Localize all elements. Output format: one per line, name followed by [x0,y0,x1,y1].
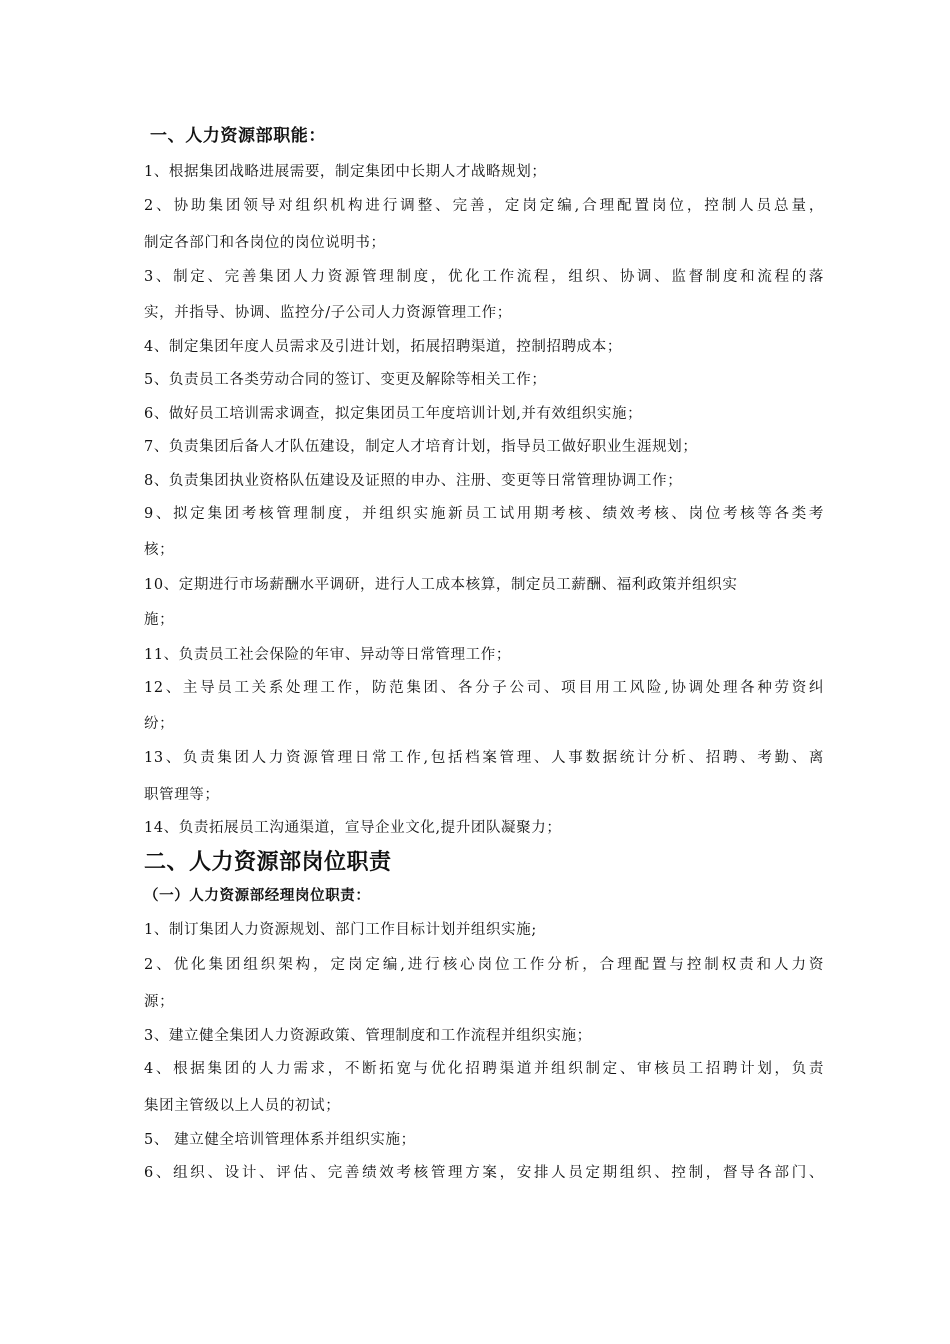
paragraph-line: 11、负责员工社会保险的年审、异动等日常管理工作； [144,647,511,663]
paragraph-line: 源； [144,994,175,1010]
section1-heading: 一、人力资源部职能： [150,126,326,146]
paragraph-line: 3、建立健全集团人力资源政策、管理制度和工作流程并组织实施； [144,1028,592,1044]
paragraph-line: 9、拟定集团考核管理制度，并组织实施新员工试用期考核、绩效考核、岗位考核等各类考 [144,506,824,522]
paragraph-line: 4、根据集团的人力需求，不断拓宽与优化招聘渠道并组织制定、审核员工招聘计划，负责 [144,1061,824,1077]
paragraph-line: 12、主导员工关系处理工作，防范集团、各分子公司、项目用工风险,协调处理各种劳资纠 [144,680,824,696]
paragraph-line: 2、优化集团组织架构，定岗定编,进行核心岗位工作分析，合理配置与控制权责和人力资 [144,957,824,973]
paragraph-line: 14、负责拓展员工沟通渠道，宣导企业文化,提升团队凝聚力； [144,820,562,836]
paragraph-line: 1、根据集团战略进展需要，制定集团中长期人才战略规划； [144,164,547,180]
paragraph-line: 7、负责集团后备人才队伍建设，制定人才培育计划，指导员工做好职业生涯规划； [144,439,698,455]
paragraph-line: 1、制订集团人力资源规划、部门工作目标计划并组织实施; [144,922,537,938]
paragraph-line: 集团主管级以上人员的初试； [144,1098,341,1114]
paragraph-line: 施； [144,612,175,628]
paragraph-line: 4、制定集团年度人员需求及引进计划，拓展招聘渠道，控制招聘成本； [144,339,622,355]
section2-heading: 二、人力资源部岗位职责 [144,849,392,875]
paragraph-line: 职管理等； [144,787,220,803]
paragraph-line: 8、负责集团执业资格队伍建设及证照的申办、注册、变更等日常管理协调工作； [144,473,683,489]
paragraph-line: 3、制定、完善集团人力资源管理制度，优化工作流程，组织、协调、监督制度和流程的落 [144,269,824,285]
paragraph-line: 制定各部门和各岗位的岗位说明书； [144,235,386,251]
paragraph-line: 实，并指导、协调、监控分/子公司人力资源管理工作； [144,305,512,321]
section2-subheading: （一）人力资源部经理岗位职责： [144,887,371,904]
paragraph-line: 2、协助集团领导对组织机构进行调整、完善，定岗定编,合理配置岗位，控制人员总量， [144,198,824,214]
paragraph-line: 5、负责员工各类劳动合同的签订、变更及解除等相关工作； [144,372,547,388]
paragraph-line: 6、组织、设计、评估、完善绩效考核管理方案，安排人员定期组织、控制，督导各部门、 [144,1165,824,1181]
paragraph-line: 13、负责集团人力资源管理日常工作,包括档案管理、人事数据统计分析、招聘、考勤、离 [144,750,824,766]
paragraph-line: 5、 建立健全培训管理体系并组织实施； [144,1132,416,1148]
paragraph-line: 纷； [144,716,175,732]
paragraph-line: 6、做好员工培训需求调查，拟定集团员工年度培训计划,并有效组织实施； [144,406,643,422]
paragraph-line: 10、定期进行市场薪酬水平调研，进行人工成本核算，制定员工薪酬、福利政策并组织实 [144,577,738,593]
paragraph-line: 核； [144,542,175,558]
